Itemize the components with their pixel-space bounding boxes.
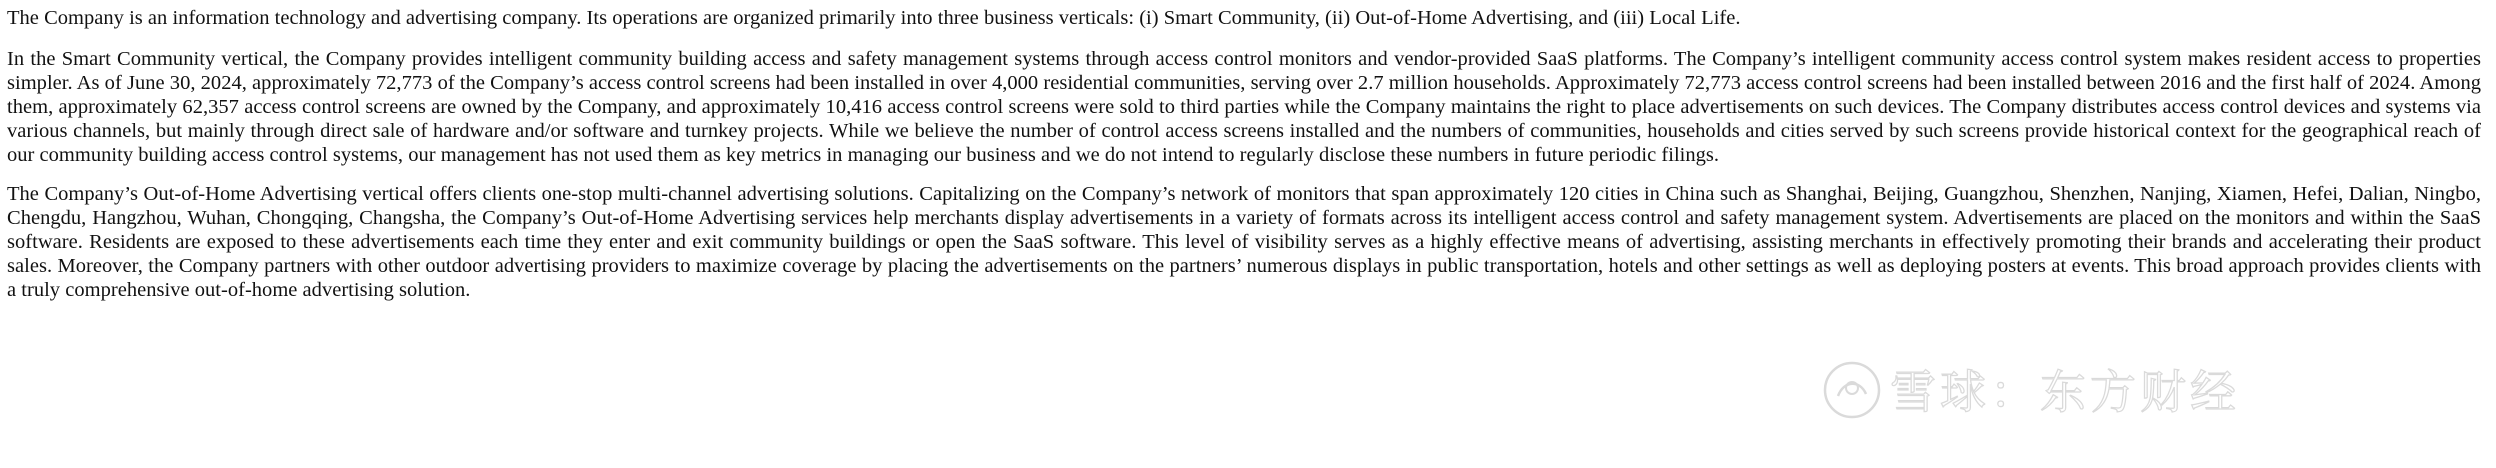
document-body <box>7 6 2481 317</box>
paragraph-smart-community: In the Smart Community vertical, the Company provides intelligent community building access and safety management systems through access control monitors and vendor-provided SaaS platforms. The Company’s intelligent community access control system makes resident access to properties simpler. As of June 30, 2024, approximately 72,773 of the Company’s access control screens had been installed in over 4,000 residential communities, serving over 2.7 million households. Approximately 72,773 access control screens had been installed between 2016 and the first half of 2024. Among them, approximately 62,357 access control screens are owned by the Company, and approximately 10,416 access control screens were sold to third parties while the Company maintains the right to place advertisements on such devices. The Company distributes access control devices and systems via various channels, but mainly through direct sale of hardware and/or software and turnkey projects. While we believe the number of control access screens installed and the numbers of communities, households and cities served by such screens provide historical context for the geographical reach of our community building access control systems, our management has not used them as key metrics in managing our business and we do not intend to regularly disclose these numbers in future periodic filings. <box>7 48 2481 166</box>
paragraph-out-of-home-advertising: The Company’s Out-of-Home Advertising vertical offers clients one-stop multi-channel advertising solutions. Capitalizing on the Company’s network of monitors that span approximately 120 cities in China such as Shanghai, Beijing, Guangzhou, Shenzhen, Nanjing, Xiamen, Hefei, Dalian, Ningbo, Chengdu, Hangzhou, Wuhan, Chongqing, Changsha, the Company’s Out-of-Home Advertising services help merchants display advertisements in a variety of formats across its intelligent access control and safety management system. Advertisements are placed on the monitors and within the SaaS software. Residents are exposed to these advertisements each time they enter and exit community buildings or open the SaaS software. This level of visibility serves as a highly effective means of advertising, assisting merchants in effectively promoting their brands and accelerating their product sales. Moreover, the Company partners with other outdoor advertising providers to maximize coverage by placing the advertisements on the partners’ numerous displays in public transportation, hotels and other settings as well as deploying posters at events. This broad approach provides clients with a truly comprehensive out-of-home advertising solution. <box>7 183 2481 301</box>
paragraph-intro: The Company is an information technology and advertising company. Its operations are organized primarily into three business verticals: (i) Smart Community, (ii) Out-of-Home Advertising, and (iii) Local Life. <box>7 7 1741 29</box>
watermark <box>1820 350 2460 440</box>
snowball-logo-icon <box>1820 358 1884 422</box>
watermark-text: 雪球：东方财经 <box>1890 365 2240 419</box>
